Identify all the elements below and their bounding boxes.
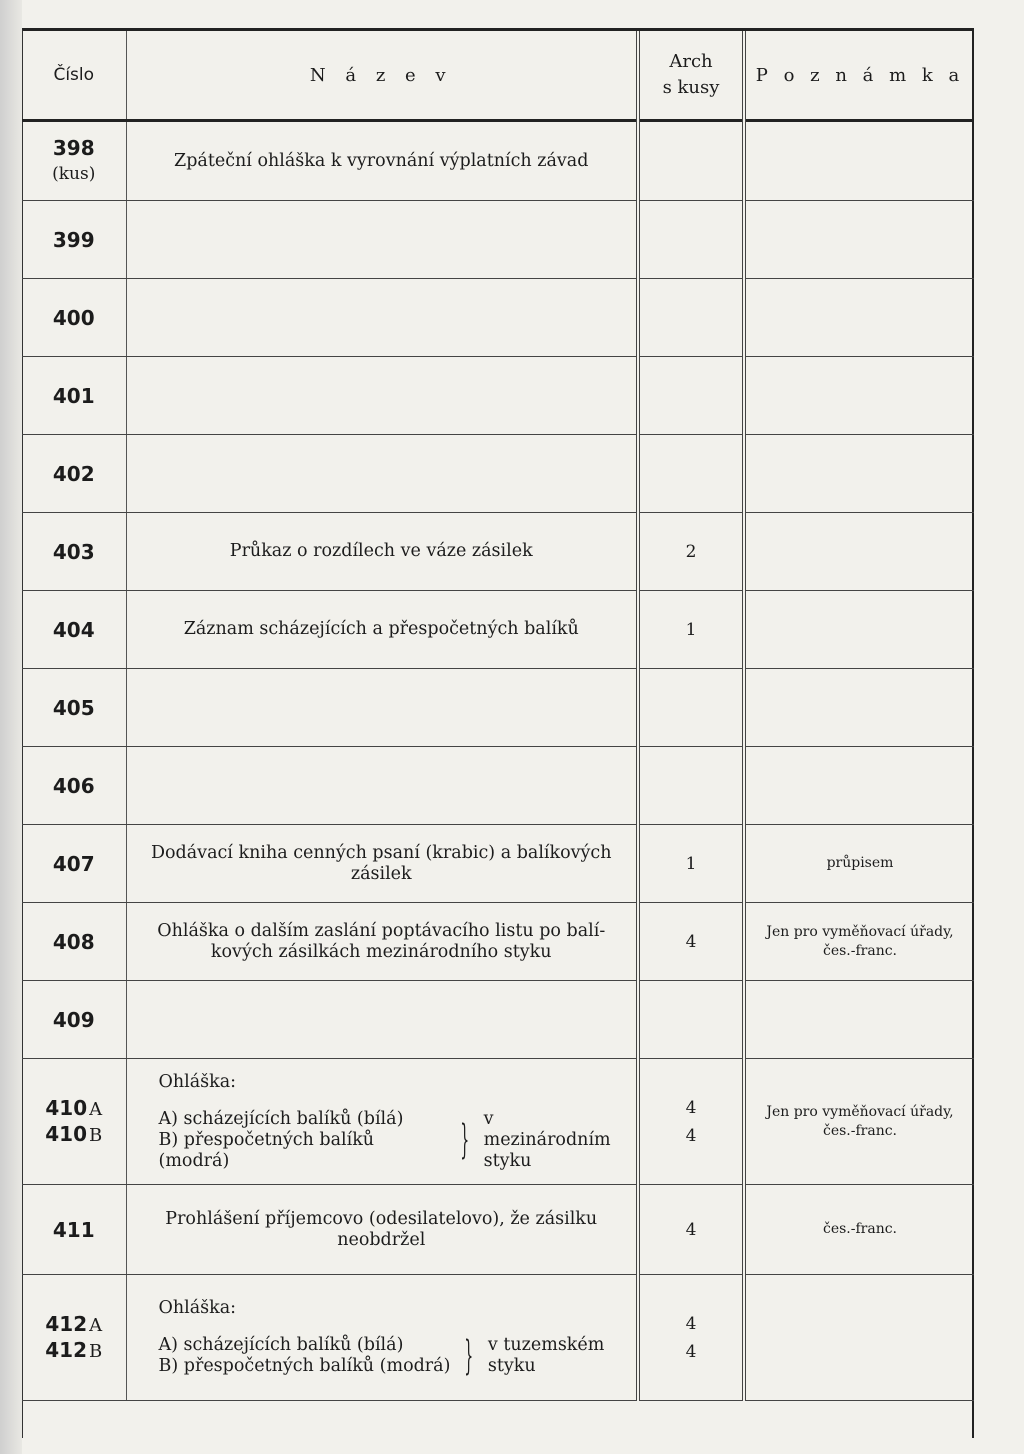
form-name: Prohlášení příjemcovo (odesilatelovo), že zásilku neobdržel xyxy=(126,1185,638,1275)
table-row xyxy=(22,1275,974,1401)
form-name: Záznam scházejících a přespočetných balíků xyxy=(126,591,638,669)
header-arch-line2: s kusy xyxy=(662,77,720,98)
group-item: A) scházejících balíků (bílá) xyxy=(158,1108,404,1129)
group-title: Ohláška: xyxy=(158,1071,237,1092)
form-name xyxy=(126,357,638,435)
group-target: styku xyxy=(487,1356,536,1376)
header-row xyxy=(22,31,974,121)
form-number: 409 xyxy=(22,981,126,1059)
form-note xyxy=(744,591,974,669)
form-number: 402 xyxy=(22,435,126,513)
form-note: Jen pro vyměňovací úřady, čes.-franc. xyxy=(744,903,974,981)
header-number: Číslo xyxy=(22,31,126,121)
group-title: Ohláška: xyxy=(158,1298,237,1318)
form-note xyxy=(744,669,974,747)
form-note xyxy=(744,121,974,201)
forms-register-table xyxy=(22,31,974,1401)
form-arch xyxy=(638,279,744,357)
table-row xyxy=(22,981,974,1059)
form-name-group xyxy=(126,1275,638,1401)
form-arch xyxy=(638,981,744,1059)
group-target: v mezinárodním xyxy=(483,1108,611,1150)
brace-icon: } xyxy=(460,1117,470,1163)
form-name xyxy=(126,669,638,747)
table-row xyxy=(22,435,974,513)
form-note xyxy=(744,201,974,279)
form-arch: 4 4 xyxy=(638,1059,744,1185)
form-arch: 4 xyxy=(638,903,744,981)
form-arch: 1 xyxy=(638,591,744,669)
form-number: 411 xyxy=(22,1185,126,1275)
form-note xyxy=(744,747,974,825)
table-row xyxy=(22,357,974,435)
table-row xyxy=(22,825,974,903)
form-arch xyxy=(638,747,744,825)
form-name-group xyxy=(126,1059,638,1185)
form-number: 404 xyxy=(22,591,126,669)
form-number: 401 xyxy=(22,357,126,435)
table-row xyxy=(22,903,974,981)
form-arch xyxy=(638,357,744,435)
group-item: A) scházejících balíků (bílá) xyxy=(158,1335,404,1355)
table-row xyxy=(22,279,974,357)
form-arch: 2 xyxy=(638,513,744,591)
form-arch: 4 4 xyxy=(638,1275,744,1401)
form-name: Ohláška o dalším zaslání poptávacího listu po balí- kových zásilkách mezinárodního styku xyxy=(126,903,638,981)
form-number: 398 (kus) xyxy=(22,121,126,201)
form-note xyxy=(744,981,974,1059)
form-number: 406 xyxy=(22,747,126,825)
form-note xyxy=(744,279,974,357)
form-note: průpisem xyxy=(744,825,974,903)
form-arch: 1 xyxy=(638,825,744,903)
form-number: 399 xyxy=(22,201,126,279)
form-arch: 4 xyxy=(638,1185,744,1275)
form-number: 410 A 410 B xyxy=(22,1059,126,1185)
form-number: 407 xyxy=(22,825,126,903)
form-note: čes.-franc. xyxy=(744,1185,974,1275)
table-row xyxy=(22,669,974,747)
form-arch xyxy=(638,121,744,201)
form-number-unit: (kus) xyxy=(52,164,96,184)
form-note xyxy=(744,513,974,591)
form-number: 405 xyxy=(22,669,126,747)
form-note: Jen pro vyměňovací úřady, čes.-franc. xyxy=(744,1059,974,1185)
form-name: Zpáteční ohláška k vyrovnání výplatních závad xyxy=(126,121,638,201)
form-name xyxy=(126,981,638,1059)
table-row xyxy=(22,1185,974,1275)
group-target: styku xyxy=(483,1150,532,1171)
form-name xyxy=(126,435,638,513)
form-number: 408 xyxy=(22,903,126,981)
group-item: B) přespočetných balíků (modrá) xyxy=(158,1129,375,1171)
form-name: Dodávací kniha cenných psaní (krabic) a balíkových zásilek xyxy=(126,825,638,903)
form-number: 403 xyxy=(22,513,126,591)
table-row xyxy=(22,1059,974,1185)
table-row xyxy=(22,591,974,669)
form-note xyxy=(744,1275,974,1401)
header-name: N á z e v xyxy=(126,31,638,121)
form-name xyxy=(126,279,638,357)
scan-page-edge xyxy=(0,0,22,1454)
form-name xyxy=(126,747,638,825)
form-name xyxy=(126,201,638,279)
table-row xyxy=(22,513,974,591)
form-note xyxy=(744,357,974,435)
form-arch xyxy=(638,669,744,747)
form-number: 400 xyxy=(22,279,126,357)
group-target: v tuzemském xyxy=(487,1335,605,1355)
form-arch xyxy=(638,435,744,513)
brace-icon: } xyxy=(464,1333,474,1379)
table-row xyxy=(22,201,974,279)
form-arch xyxy=(638,201,744,279)
form-note xyxy=(744,435,974,513)
header-note: P o z n á m k a xyxy=(744,31,974,121)
header-arch xyxy=(638,31,744,121)
header-arch-line1: Arch xyxy=(669,51,713,72)
table-row xyxy=(22,747,974,825)
form-name: Průkaz o rozdílech ve váze zásilek xyxy=(126,513,638,591)
group-item: B) přespočetných balíků (modrá) xyxy=(158,1356,451,1376)
form-number: 412 A 412 B xyxy=(22,1275,126,1401)
table-row xyxy=(22,121,974,201)
